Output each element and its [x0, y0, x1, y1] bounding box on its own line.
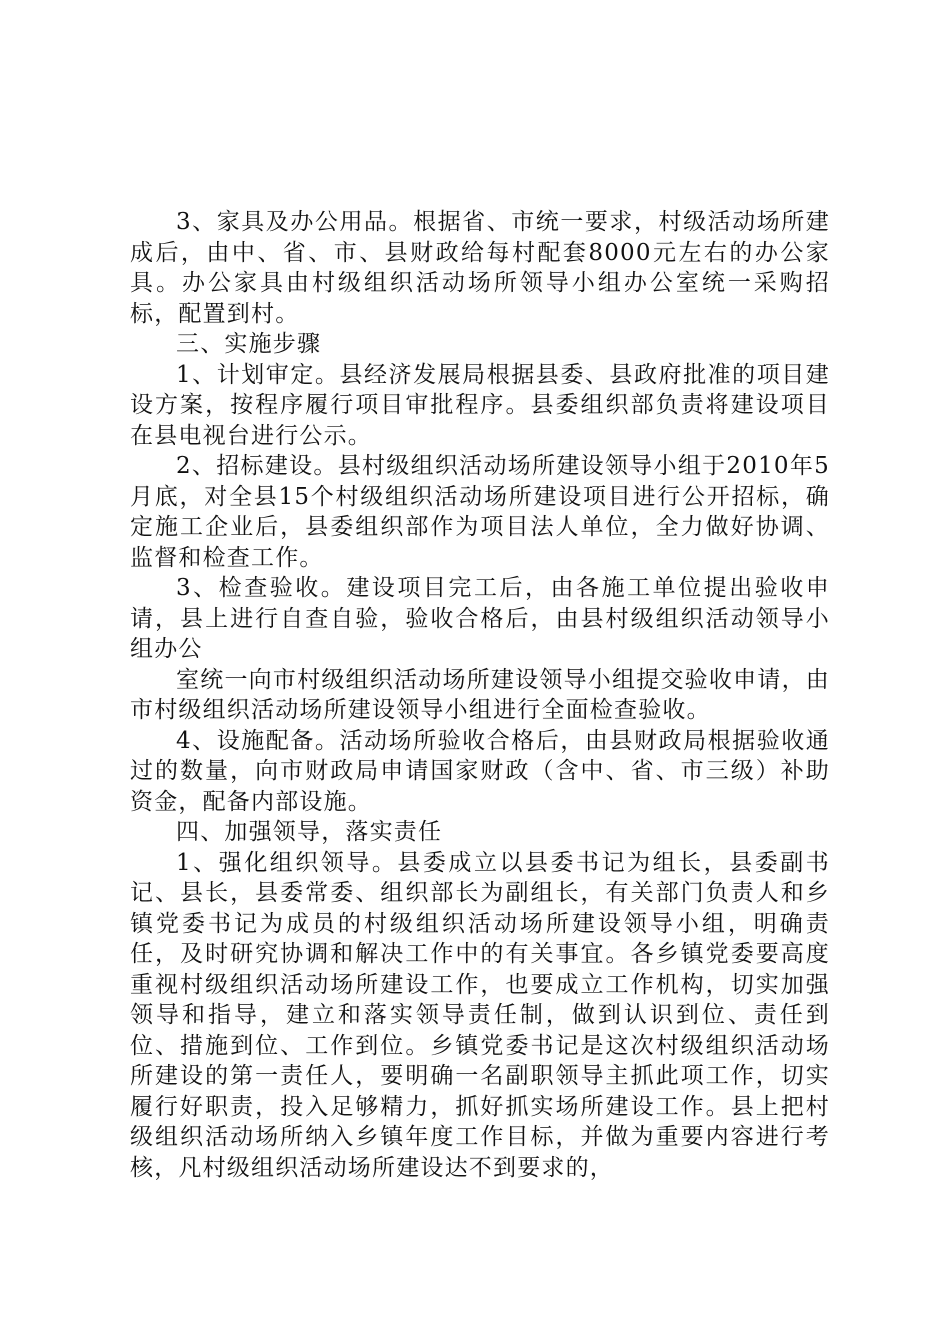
document-body [130, 207, 830, 1183]
paragraph-acceptance-continued: 室统一向市村级组织活动场所建设领导小组提交验收申请，由市村级组织活动场所建设领导小组进行全面检查验收。 [130, 666, 830, 723]
section-heading-implementation-steps: 三、实施步骤 [176, 331, 322, 357]
section-heading-leadership: 四、加强领导，落实责任 [176, 819, 443, 845]
paragraph-facility-equipment: 4、设施配备。活动场所验收合格后，由县财政局根据验收通过的数量，向市财政局申请国家财政（含中、省、市三级）补助资金，配备内部设施。 [130, 727, 830, 815]
paragraph-inspection-acceptance: 3、检查验收。建设项目完工后，由各施工单位提出验收申请，县上进行自查自验，验收合格后，由县村级组织活动领导小组办公 [130, 575, 830, 662]
paragraph-plan-review: 1、计划审定。县经济发展局根据县委、县政府批准的项目建设方案，按程序履行项目审批程序。县委组织部负责将建设项目在县电视台进行公示。 [130, 361, 830, 449]
paragraph-bidding-construction: 2、招标建设。县村级组织活动场所建设领导小组于2010年5月底，对全县15个村级组织活动场所建设项目进行公开招标，确定施工企业后，县委组织部作为项目法人单位，全力做好协调、监督和检查工作。 [130, 453, 830, 571]
paragraph-organizational-leadership: 1、强化组织领导。县委成立以县委书记为组长，县委副书记、县长，县委常委、组织部长为副组长，有关部门负责人和乡镇党委书记为成员的村级组织活动场所建设领导小组，明确责任，及时研究协调和解决工作中的有关事宜。各乡镇党委要高度重视村级组织活动场所建设工作，也要成立工作机构，切实加强领导和指导，建立和落实领导责任制，做到认识到位、责任到位、措施到位、工作到位。乡镇党委书记是这次村级组织活动场所建设的第一责任人，要明确一名副职领导主抓此项工作，切实履行好职责，投入足够精力，抓好抓实场所建设工作。县上把村级组织活动场所纳入乡镇年度工作目标，并做为重要内容进行考核，凡村级组织活动场所建设达不到要求的， [130, 849, 830, 1181]
paragraph-furniture: 3、家具及办公用品。根据省、市统一要求，村级活动场所建成后，由中、省、市、县财政给每村配套8000元左右的办公家具。办公家具由村级组织活动场所领导小组办公室统一采购招标，配置到村。 [130, 209, 830, 327]
